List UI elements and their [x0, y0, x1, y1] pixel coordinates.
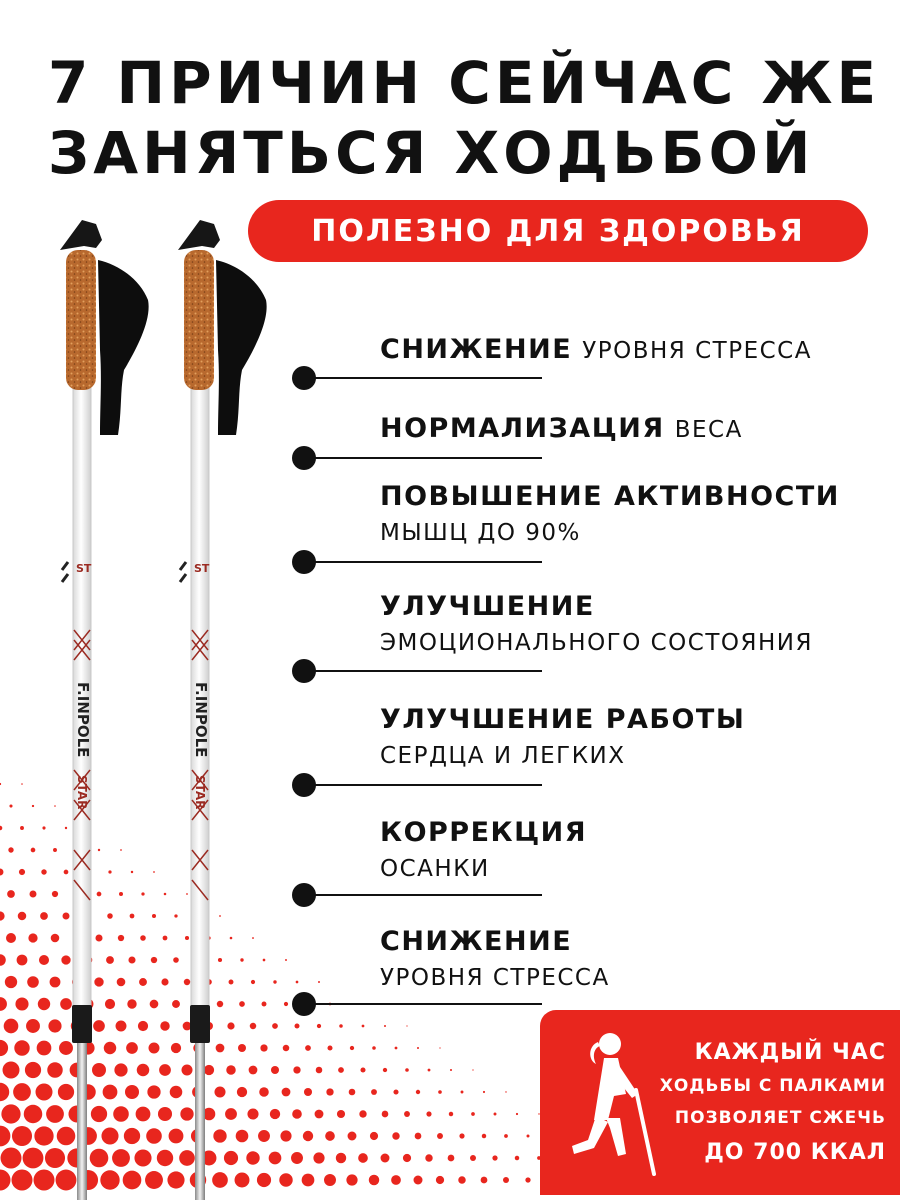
halftone-dot [1, 1104, 20, 1123]
promo-line-4: ДО 700 ККАЛ [704, 1140, 886, 1165]
pole-left-code: ST [76, 562, 92, 575]
halftone-dot [393, 1089, 398, 1094]
halftone-dot [12, 1170, 33, 1191]
benefit-7 [380, 925, 880, 995]
pole-right-model: STAR [193, 775, 207, 810]
halftone-dot [280, 1130, 291, 1141]
halftone-dot [0, 1126, 10, 1147]
halftone-dot [324, 1174, 336, 1186]
halftone-dot [449, 1112, 453, 1116]
halftone-dot [8, 847, 13, 852]
halftone-dot [32, 805, 34, 807]
halftone-dot [18, 912, 27, 921]
benefit-3-detail: МЫШЦ ДО 90% [380, 520, 581, 546]
halftone-dot [381, 1154, 390, 1163]
halftone-dot [325, 1131, 335, 1141]
halftone-dot [279, 1173, 292, 1186]
halftone-dot [0, 911, 5, 920]
halftone-dot [437, 1133, 443, 1139]
halftone-dot [336, 1153, 346, 1163]
halftone-dot [30, 891, 37, 898]
halftone-dot [0, 826, 2, 831]
halftone-dot [436, 1176, 444, 1184]
halftone-dot [349, 1089, 356, 1096]
halftone-dot [505, 1091, 506, 1092]
halftone-dot [370, 1132, 378, 1140]
promo-text [660, 1036, 886, 1172]
halftone-dot [348, 1132, 357, 1141]
halftone-dot [4, 1019, 19, 1034]
halftone-dot [302, 1174, 315, 1187]
halftone-dot [459, 1133, 464, 1138]
halftone-dot [371, 1089, 377, 1095]
halftone-dot [425, 1154, 432, 1161]
halftone-dot [13, 1083, 31, 1101]
benefit-4 [380, 590, 880, 660]
halftone-dot [6, 933, 16, 943]
halftone-dot [14, 1040, 29, 1055]
nordic-walker-icon [558, 1024, 668, 1184]
halftone-dot [404, 1111, 410, 1117]
halftone-dot [461, 1091, 464, 1094]
halftone-dot [395, 1047, 398, 1050]
benefit-5-marker [292, 773, 542, 797]
halftone-dot [372, 1046, 376, 1050]
halftone-dot [20, 826, 24, 830]
benefit-2-title: НОРМАЛИЗАЦИЯ [380, 413, 665, 444]
halftone-dot [17, 955, 28, 966]
halftone-dot [5, 976, 17, 988]
halftone-dot [284, 1002, 288, 1006]
benefit-6-marker [292, 883, 542, 907]
halftone-dot [31, 848, 36, 853]
halftone-dot [316, 1067, 323, 1074]
halftone-dot [283, 1045, 290, 1052]
halftone-dot [382, 1111, 389, 1118]
subtitle-badge [248, 200, 868, 262]
halftone-dot [350, 1046, 354, 1050]
halftone-dot [391, 1175, 401, 1185]
halftone-dot [504, 1134, 508, 1138]
pole-right [178, 220, 267, 1200]
halftone-dot [313, 1152, 324, 1163]
benefit-4-detail: ЭМОЦИОНАЛЬНОГО СОСТОЯНИЯ [380, 630, 813, 656]
halftone-dot [481, 1177, 488, 1184]
halftone-dot [304, 1088, 312, 1096]
halftone-dot [471, 1112, 475, 1116]
benefit-4-marker [292, 659, 542, 683]
halftone-dot [0, 869, 3, 876]
pole-left-brand: F.INPOLE [74, 682, 92, 758]
halftone-dot [317, 1024, 321, 1028]
halftone-dot [338, 1067, 344, 1073]
promo-line-2: ХОДЬБЫ С ПАЛКАМИ [659, 1076, 886, 1096]
headline-line-1: 7 ПРИЧИН СЕЙЧАС ЖЕ [48, 49, 881, 117]
halftone-dot [337, 1110, 345, 1118]
halftone-dot [503, 1177, 509, 1183]
halftone-dot [405, 1068, 409, 1072]
headline-line-2: ЗАНЯТЬСЯ ХОДЬБОЙ [48, 119, 815, 187]
benefit-5-detail: СЕРДЦА И ЛЕГКИХ [380, 743, 626, 769]
halftone-dot [285, 959, 287, 961]
benefit-3-marker [292, 550, 542, 574]
halftone-dot [482, 1134, 486, 1138]
halftone-dot [426, 1111, 431, 1116]
halftone-dot [9, 804, 12, 807]
pole-right-brand: F.INPOLE [192, 682, 210, 758]
benefit-2-marker [292, 446, 542, 470]
halftone-dot [19, 869, 25, 875]
halftone-dot [0, 1083, 9, 1101]
halftone-dot [472, 1069, 473, 1070]
benefit-2 [380, 412, 880, 447]
halftone-dot [305, 1045, 311, 1051]
halftone-dot [403, 1154, 411, 1162]
halftone-dot [326, 1088, 333, 1095]
halftone-dot [406, 1025, 407, 1026]
halftone-dot [515, 1156, 520, 1161]
halftone-dot [293, 1066, 300, 1073]
halftone-dot [417, 1047, 419, 1049]
halftone-dot [527, 1135, 530, 1138]
benefit-5 [380, 703, 880, 773]
halftone-dot [21, 783, 23, 785]
halftone-dot [428, 1069, 431, 1072]
halftone-dot [392, 1132, 399, 1139]
halftone-dot [439, 1047, 440, 1048]
halftone-dot [318, 981, 320, 983]
benefit-1-marker [292, 366, 542, 390]
halftone-dot [3, 1062, 20, 1079]
headline [48, 48, 881, 188]
benefit-1-title: СНИЖЕНИЕ [380, 334, 573, 365]
halftone-dot [483, 1091, 485, 1093]
halftone-dot [494, 1113, 497, 1116]
promo-line-3: ПОЗВОЛЯЕТ СЖЕЧЬ [674, 1108, 886, 1128]
halftone-dot [7, 890, 15, 898]
halftone-dot [0, 1170, 11, 1191]
benefit-1-rest: УРОВНЯ СТРЕССА [582, 338, 812, 364]
halftone-dot [346, 1174, 357, 1185]
nordic-poles-image [40, 210, 280, 1200]
halftone-dot [0, 1040, 8, 1056]
halftone-dot [525, 1177, 530, 1182]
halftone-dot [438, 1090, 442, 1094]
subtitle-text: ПОЛЕЗНО ДЛЯ ЗДОРОВЬЯ [311, 213, 805, 249]
benefit-3-title: ПОВЫШЕНИЕ АКТИВНОСТИ [380, 481, 840, 512]
halftone-dot [25, 1062, 41, 1078]
halftone-dot [358, 1153, 368, 1163]
halftone-dot [458, 1176, 466, 1184]
halftone-dot [26, 1019, 40, 1033]
pole-left-model: STAR [75, 775, 89, 810]
halftone-dot [359, 1110, 366, 1117]
halftone-dot [327, 1045, 332, 1050]
halftone-dot [450, 1069, 452, 1071]
halftone-dot [28, 933, 37, 942]
pole-right-code: ST [194, 562, 210, 575]
halftone-dot [315, 1110, 324, 1119]
halftone-dot [516, 1113, 518, 1115]
benefit-6-title: КОРРЕКЦИЯ [380, 817, 588, 848]
halftone-dot [291, 1152, 303, 1164]
halftone-dot [12, 1126, 32, 1146]
halftone-dot [448, 1155, 455, 1162]
halftone-dot [470, 1155, 476, 1161]
halftone-dot [492, 1155, 497, 1160]
calorie-promo-box [540, 1010, 900, 1195]
pole-left [60, 220, 149, 1200]
halftone-dot [282, 1088, 291, 1097]
benefit-7-title: СНИЖЕНИЕ [380, 926, 573, 957]
halftone-dot [303, 1131, 313, 1141]
halftone-dot [0, 997, 7, 1011]
benefit-3 [380, 480, 880, 550]
halftone-dot [295, 1024, 300, 1029]
halftone-dot [339, 1024, 343, 1028]
halftone-dot [296, 981, 299, 984]
benefit-7-detail: УРОВНЯ СТРЕССА [380, 965, 610, 991]
halftone-dot [369, 1175, 379, 1185]
benefit-4-title: УЛУЧШЕНИЕ [380, 591, 595, 622]
halftone-dot [362, 1025, 365, 1028]
halftone-dot [416, 1090, 420, 1094]
halftone-dot [0, 783, 1, 785]
halftone-dot [414, 1176, 423, 1185]
halftone-dot [415, 1133, 422, 1140]
benefit-6 [380, 816, 880, 886]
halftone-dot [27, 976, 39, 988]
halftone-dot [0, 954, 6, 966]
benefit-5-title: УЛУЧШЕНИЕ РАБОТЫ [380, 704, 746, 735]
benefit-2-rest: ВЕСА [674, 417, 743, 443]
halftone-dot [15, 997, 28, 1010]
halftone-dot [1, 1148, 22, 1169]
halftone-dot [384, 1025, 386, 1027]
benefit-1 [380, 333, 880, 368]
halftone-dot [383, 1068, 387, 1072]
benefit-7-marker [292, 992, 542, 1016]
promo-line-1: КАЖДЫЙ ЧАС [694, 1040, 886, 1065]
halftone-dot [360, 1067, 365, 1072]
benefit-6-detail: ОСАНКИ [380, 856, 490, 882]
halftone-dot [292, 1109, 302, 1119]
